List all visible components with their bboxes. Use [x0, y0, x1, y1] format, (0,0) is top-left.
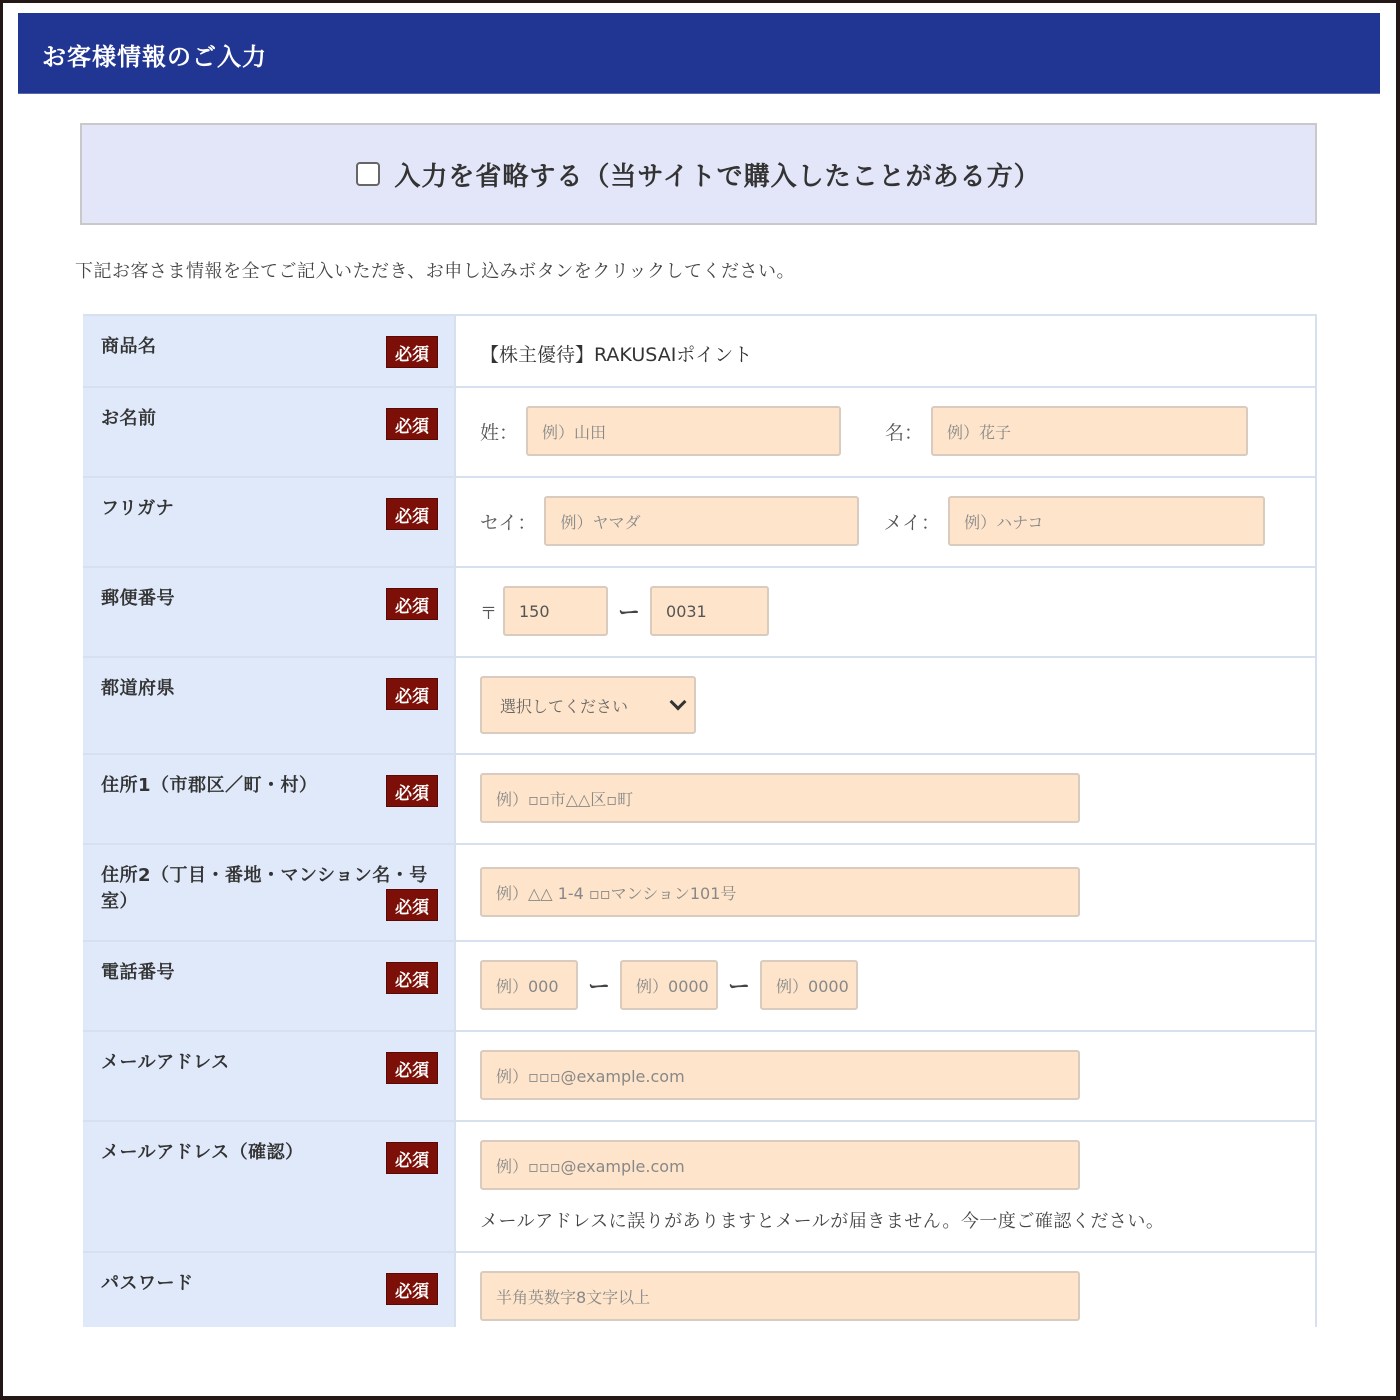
label-product: 商品名 — [101, 336, 157, 357]
row-label — [83, 845, 456, 940]
row-label — [83, 478, 456, 566]
skip-input-checkbox[interactable] — [356, 162, 380, 186]
row-label — [83, 755, 456, 843]
required-badge: 必須 — [386, 1273, 438, 1305]
row-address2 — [83, 845, 1315, 942]
required-badge: 必須 — [386, 498, 438, 530]
required-badge: 必須 — [386, 962, 438, 994]
row-email — [83, 1032, 1315, 1122]
address2-input[interactable]: 例）△△ 1-4 ▫▫マンション101号 — [480, 867, 1080, 917]
label-postal: 郵便番号 — [101, 588, 175, 609]
row-label — [83, 942, 456, 1030]
required-badge: 必須 — [386, 889, 438, 921]
required-badge: 必須 — [386, 1052, 438, 1084]
postal-separator: ー — [618, 600, 641, 626]
address1-input[interactable]: 例）▫▫市△△区▫町 — [480, 773, 1080, 823]
first-kana-input[interactable]: 例）ハナコ — [948, 496, 1265, 546]
row-value — [456, 388, 1315, 476]
last-kana-input[interactable]: 例）ヤマダ — [544, 496, 859, 546]
email-input[interactable]: 例）▫▫▫@example.com — [480, 1050, 1080, 1100]
page-header — [18, 13, 1380, 94]
row-email-confirm — [83, 1122, 1315, 1253]
row-kana — [83, 478, 1315, 568]
label-email-confirm: メールアドレス（確認） — [101, 1142, 304, 1163]
label-password: パスワード — [101, 1273, 194, 1294]
row-label — [83, 316, 456, 386]
prefecture-selected-value: 選択してください — [500, 696, 629, 716]
row-label — [83, 1253, 456, 1327]
last-name-input[interactable]: 例）山田 — [526, 406, 841, 456]
row-product — [83, 316, 1315, 388]
prefecture-select[interactable] — [480, 676, 696, 734]
skip-input-label[interactable]: 入力を省略する（当サイトで購入したことがある方） — [394, 161, 1041, 192]
required-badge: 必須 — [386, 678, 438, 710]
product-name-value: 【株主優待】RAKUSAIポイント — [480, 344, 753, 366]
label-address1: 住所1（市郡区／町・村） — [101, 775, 318, 796]
row-value — [456, 942, 1315, 1030]
row-value — [456, 316, 1315, 386]
row-value — [456, 755, 1315, 843]
label-prefecture: 都道府県 — [101, 678, 175, 699]
phone-separator: ー — [588, 974, 611, 1000]
required-badge: 必須 — [386, 1142, 438, 1174]
required-badge: 必須 — [386, 588, 438, 620]
first-name-input[interactable]: 例）花子 — [931, 406, 1248, 456]
required-badge: 必須 — [386, 408, 438, 440]
email-confirm-input[interactable]: 例）▫▫▫@example.com — [480, 1140, 1080, 1190]
row-value — [456, 1253, 1315, 1327]
row-value — [456, 658, 1315, 753]
row-label — [83, 1122, 456, 1251]
phone-part2-input[interactable]: 例）0000 — [620, 960, 718, 1010]
first-kana-label: メイ： — [883, 511, 941, 534]
row-address1 — [83, 755, 1315, 845]
page-title: お客様情報のご入力 — [42, 43, 267, 71]
row-label — [83, 658, 456, 753]
postal-code-part1-input[interactable]: 150 — [503, 586, 608, 636]
row-phone — [83, 942, 1315, 1032]
row-value — [456, 478, 1315, 566]
email-confirm-note: メールアドレスに誤りがありますとメールが届きません。今一度ご確認ください。 — [480, 1210, 1165, 1232]
row-label — [83, 1032, 456, 1120]
intro-text: 下記お客さま情報を全てご記入いただき、お申し込みボタンをクリックしてください。 — [75, 261, 796, 282]
row-postal — [83, 568, 1315, 658]
password-input[interactable]: 半角英数字8文字以上 — [480, 1271, 1080, 1321]
postal-code-part2-input[interactable]: 0031 — [650, 586, 769, 636]
skip-input-option[interactable] — [80, 123, 1317, 225]
label-address2: 住所2（丁目・番地・マンション名・号室） — [101, 865, 428, 912]
row-value — [456, 568, 1315, 656]
last-name-label: 姓： — [480, 421, 519, 444]
label-kana: フリガナ — [101, 498, 175, 519]
label-phone: 電話番号 — [101, 962, 175, 983]
last-kana-label: セイ： — [480, 511, 537, 534]
row-value — [456, 845, 1315, 940]
phone-part1-input[interactable]: 例）000 — [480, 960, 578, 1010]
first-name-label: 名： — [885, 421, 924, 444]
row-label — [83, 388, 456, 476]
phone-part3-input[interactable]: 例）0000 — [760, 960, 858, 1010]
required-badge: 必須 — [386, 336, 438, 368]
postal-mark-icon: 〒 — [480, 603, 497, 624]
row-password — [83, 1253, 1315, 1327]
phone-separator: ー — [728, 974, 751, 1000]
row-value — [456, 1122, 1315, 1251]
row-prefecture — [83, 658, 1315, 755]
required-badge: 必須 — [386, 775, 438, 807]
customer-form — [83, 314, 1317, 1327]
row-value — [456, 1032, 1315, 1120]
label-name: お名前 — [101, 408, 157, 429]
label-email: メールアドレス — [101, 1052, 230, 1073]
row-name — [83, 388, 1315, 478]
chevron-down-icon — [670, 694, 687, 711]
row-label — [83, 568, 456, 656]
